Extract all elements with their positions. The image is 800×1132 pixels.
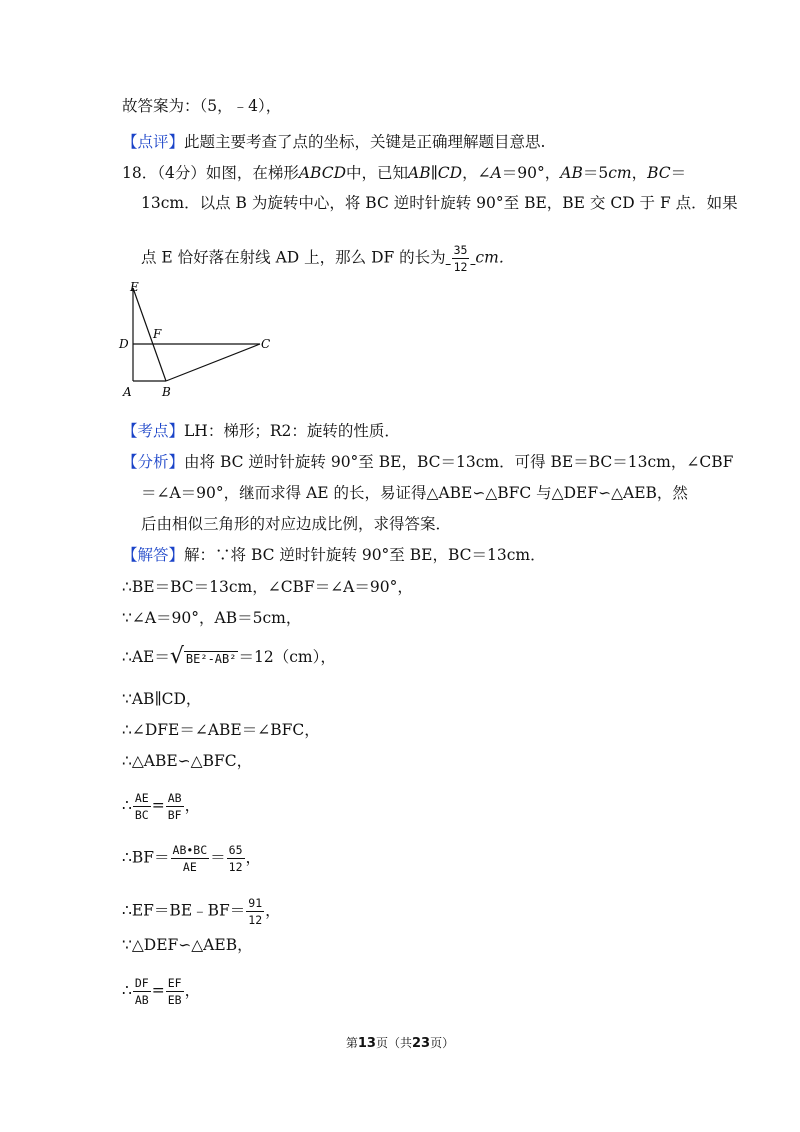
- knowledge-point-line: 【考点】LH：梯形；R2：旋转的性质．: [122, 422, 400, 440]
- step-6: ∴△ABE∽△BFC，: [122, 752, 253, 770]
- comment-line: 【点评】此题主要考查了点的坐标，关键是正确理解题目意思.: [122, 133, 546, 151]
- label-F: F: [153, 327, 162, 341]
- step-1: ∴BE＝BC＝13cm，∠CBF＝∠A＝90°，: [122, 578, 413, 596]
- knowledge-tag: 【考点】: [122, 422, 185, 440]
- step-11: ∴ $\frac{DF}{AB}$ = $\frac{EF}{EB}$ ，: [122, 976, 201, 1007]
- label-D: D: [119, 337, 129, 351]
- answer-fraction: $\frac{35}{12}$: [453, 243, 468, 274]
- question-line-2: 13cm．以点 B 为旋转中心，将 BC 逆时针旋转 90°至 BE，BE 交 CD 于 F 点．如果: [141, 194, 738, 212]
- fraction-abbc-ae: $\frac{AB•BC}{AE}$: [172, 843, 208, 874]
- answer-blank: [446, 243, 476, 274]
- analysis-line-3: 后由相似三角形的对应边成比例，求得答案．: [141, 515, 452, 533]
- label-C: C: [261, 337, 271, 351]
- step-8: ∴BF＝ $\frac{AB•BC}{AE}$ ＝ $\frac{65}{12}$ ，: [122, 843, 262, 874]
- page-total: 23: [412, 1036, 431, 1051]
- solution-tag: 【解答】: [122, 546, 185, 564]
- question-line-3: 点 E 恰好落在射线 AD 上，那么 DF 的长为 $\frac{35}{12}$ cm．: [141, 243, 515, 274]
- fraction-91-12: $\frac{91}{12}$: [248, 896, 263, 927]
- analysis-tag: 【分析】: [122, 453, 185, 471]
- fraction-df-ab: $\frac{DF}{AB}$: [134, 976, 149, 1007]
- sqrt-expression: √ BE²-AB²: [169, 644, 237, 669]
- fraction-ef-eb: $\frac{EF}{EB}$: [167, 976, 182, 1007]
- analysis-line-1: 【分析】由将 BC 逆时针旋转 90°至 BE，BC＝13cm．可得 BE＝BC＝13cm，∠CBF: [122, 453, 734, 471]
- answer-line: 故答案为：（5，﹣4），: [122, 97, 282, 115]
- question-line-1: 18．（4分）如图，在梯形ABCD中，已知AB∥CD，∠A＝90°，AB＝5cm，BC＝: [122, 164, 687, 182]
- step-2: ∵∠A＝90°，AB＝5cm，: [122, 609, 302, 627]
- comment-tag: 【点评】: [122, 133, 185, 151]
- analysis-line-2: ＝∠A＝90°，继而求得 AE 的长，易证得△ABE∽△BFC 与△DEF∽△AEB，然: [141, 484, 688, 502]
- step-10: ∵△DEF∽△AEB，: [122, 936, 253, 954]
- step-4: ∵AB∥CD，: [122, 690, 202, 708]
- label-A: A: [123, 385, 132, 399]
- label-E: E: [130, 280, 139, 294]
- trapezoid-rotation-figure: [115, 278, 280, 403]
- step-7: ∴ $\frac{AE}{BC}$ = $\frac{AB}{BF}$ ，: [122, 791, 201, 822]
- step-5: ∴∠DFE＝∠ABE＝∠BFC，: [122, 721, 320, 739]
- step-9: ∴EF＝BE﹣BF＝ $\frac{91}{12}$ ，: [122, 896, 281, 927]
- step-3: ∴AE＝√ BE²-AB² ＝12（cm），: [122, 644, 336, 669]
- fraction-ab-bf: $\frac{AB}{BF}$: [167, 791, 182, 822]
- fraction-65-12: $\frac{65}{12}$: [228, 843, 243, 874]
- page-footer: 第13页（共23页）: [345, 1036, 455, 1051]
- segment-BC: [166, 344, 260, 381]
- solution-line: 【解答】解：∵将 BC 逆时针旋转 90°至 BE，BC＝13cm．: [122, 546, 546, 564]
- page-number: 13: [357, 1036, 376, 1051]
- fraction-ae-bc: $\frac{AE}{BC}$: [134, 791, 149, 822]
- label-B: B: [162, 385, 171, 399]
